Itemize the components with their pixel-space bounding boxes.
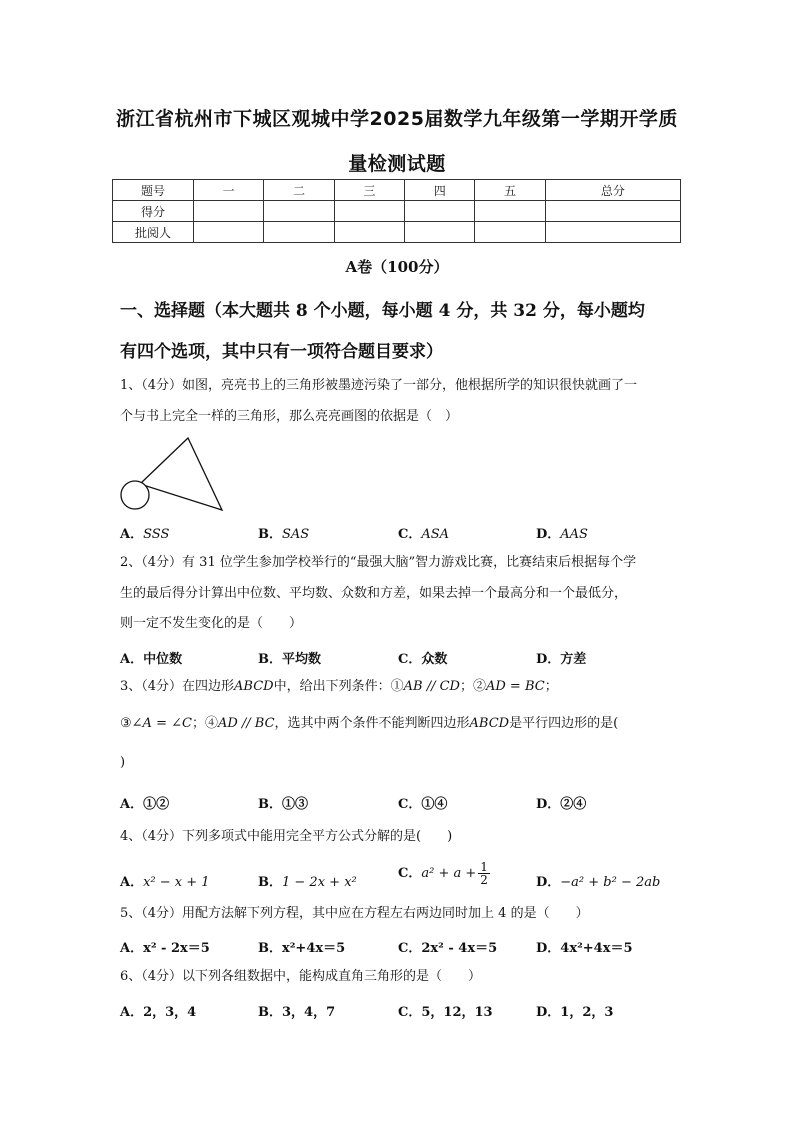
q3-math: ABCD <box>234 679 274 694</box>
option-c[interactable]: C．5，12，13 <box>398 1005 493 1020</box>
option-value: x² − x + 1 <box>143 875 210 890</box>
score-cell <box>545 222 680 243</box>
question-2-line2: 生的最后得分计算出中位数、平均数、众数和方差，如果去掉一个最高分和一个最低分， <box>120 586 628 601</box>
paper-section-a: A卷（100分） <box>345 258 449 276</box>
score-header-cell: 三 <box>334 180 404 201</box>
score-cell <box>545 201 680 222</box>
option-a[interactable]: A．x² - 2x＝5 <box>120 941 210 956</box>
score-cell <box>334 222 404 243</box>
q3-text: 中，给出下列条件：① <box>273 679 404 694</box>
question-3-options <box>120 793 680 811</box>
score-cell <box>194 222 264 243</box>
question-1-line1: 1、（4分）如图，亮亮书上的三角形被墨迹污染了一部分，他根据所学的知识很快就画了一 <box>120 378 638 393</box>
score-table-row <box>113 222 681 243</box>
option-c[interactable]: C．①④ <box>398 797 448 812</box>
option-value: 1 − 2x + x² <box>282 875 357 890</box>
option-label: B． <box>258 527 282 542</box>
q3-math: AD = BC <box>485 679 545 694</box>
question-4-line1: 4、（4分）下列多项式中能用完全平方公式分解的是( ) <box>120 829 453 844</box>
option-d[interactable]: D．1，2，3 <box>536 1005 614 1020</box>
ink-blot-circle <box>121 481 149 509</box>
score-header-cell: 总分 <box>545 180 680 201</box>
question-6-line1: 6、（4分）以下列各组数据中，能构成直角三角形的是（ ） <box>120 969 482 984</box>
score-cell <box>475 222 545 243</box>
option-a[interactable] <box>120 523 169 542</box>
question-6-options <box>120 1001 680 1019</box>
score-row-label: 批阅人 <box>113 222 194 243</box>
option-value: SAS <box>282 527 310 542</box>
section-heading-line1: 一、选择题（本大题共 8 个小题，每小题 4 分，共 32 分，每小题均 <box>120 301 645 321</box>
score-cell <box>405 222 475 243</box>
q3-text: ；② <box>459 679 486 694</box>
question-3-line2 <box>120 716 680 732</box>
option-b[interactable]: B．3，4，7 <box>258 1005 336 1020</box>
score-row-label: 得分 <box>113 201 194 222</box>
score-cell <box>334 201 404 222</box>
option-label: C． <box>398 527 422 542</box>
triangle-shape <box>140 438 222 510</box>
option-d[interactable]: D．方差 <box>536 652 587 667</box>
score-cell <box>264 201 334 222</box>
exam-title-line2: 量检测试题 <box>348 153 446 175</box>
option-value: a² + a + <box>421 866 477 881</box>
option-label: D． <box>536 875 561 890</box>
question-2-options <box>120 648 680 666</box>
question-3-line3: ) <box>120 755 126 770</box>
section-heading-line2: 有四个选项，其中只有一项符合题目要求） <box>120 342 443 362</box>
question-3-line1 <box>120 679 680 695</box>
score-table <box>112 179 681 243</box>
score-table-header-row <box>113 180 681 201</box>
option-d[interactable]: D．4x²+4x＝5 <box>536 941 633 956</box>
score-header-cell: 四 <box>405 180 475 201</box>
score-cell <box>194 201 264 222</box>
option-a[interactable]: A．中位数 <box>120 652 183 667</box>
option-c[interactable]: C．2x² - 4x＝5 <box>398 941 498 956</box>
score-header-cell: 一 <box>194 180 264 201</box>
q3-text: ；④ <box>191 716 218 731</box>
option-b[interactable]: B．平均数 <box>258 652 321 667</box>
option-label: B． <box>258 875 282 890</box>
option-b[interactable] <box>258 523 309 542</box>
option-a[interactable]: A．①② <box>120 797 170 812</box>
option-label: C． <box>398 866 422 881</box>
score-header-cell: 二 <box>264 180 334 201</box>
score-header-cell: 题号 <box>113 180 194 201</box>
q3-math: ABCD <box>469 716 510 731</box>
option-b[interactable]: B．x²+4x＝5 <box>258 941 346 956</box>
option-a[interactable] <box>120 871 210 890</box>
option-c[interactable] <box>398 861 490 886</box>
option-label: A． <box>120 875 144 890</box>
q3-math: ∠A = ∠C <box>131 716 192 731</box>
option-label: D． <box>536 527 561 542</box>
q3-text: ； <box>544 679 558 694</box>
option-b[interactable]: B．①③ <box>258 797 308 812</box>
option-value: AAS <box>560 527 588 542</box>
q3-text: 3、（4分）在四边形 <box>120 679 235 694</box>
q3-text: 是平行四边形的是( <box>509 716 619 731</box>
option-value: −a² + b² − 2ab <box>560 875 661 890</box>
score-cell <box>475 201 545 222</box>
question-4-options <box>120 860 680 890</box>
score-table-row <box>113 201 681 222</box>
option-value: ASA <box>421 527 450 542</box>
question-1-options <box>120 523 680 541</box>
option-d[interactable] <box>536 871 660 890</box>
triangle-figure <box>118 434 228 516</box>
q3-math: AB // CD <box>403 679 460 694</box>
option-c[interactable] <box>398 523 449 542</box>
option-d[interactable] <box>536 523 588 542</box>
fraction-one-half <box>478 861 490 886</box>
option-d[interactable]: D．②④ <box>536 797 587 812</box>
question-2-line3: 则一定不发生变化的是（ ） <box>120 616 303 631</box>
fraction-denominator: 2 <box>480 873 488 887</box>
exam-title-line1: 浙江省杭州市下城区观城中学2025届数学九年级第一学期开学质 <box>116 108 678 130</box>
question-5-line1: 5、（4分）用配方法解下列方程，其中应在方程左右两边同时加上 4 的是（ ） <box>120 906 589 921</box>
question-2-line1: 2、（4分）有 31 位学生参加学校举行的“最强大脑”智力游戏比赛，比赛结束后根据每个学 <box>120 555 637 570</box>
fraction-numerator: 1 <box>480 860 488 874</box>
option-a[interactable]: A．2，3，4 <box>120 1005 197 1020</box>
option-c[interactable]: C．众数 <box>398 652 448 667</box>
score-cell <box>264 222 334 243</box>
question-1-line2: 个与书上完全一样的三角形，那么亮亮画图的依据是（ ） <box>120 409 459 424</box>
q3-text: ，选其中两个条件不能判断四边形 <box>274 716 470 731</box>
score-cell <box>405 201 475 222</box>
question-5-options <box>120 937 680 955</box>
option-b[interactable] <box>258 871 357 890</box>
option-label: A． <box>120 527 144 542</box>
q3-math: AD // BC <box>217 716 275 731</box>
q3-text: ③ <box>120 716 132 731</box>
score-header-cell: 五 <box>475 180 545 201</box>
option-value: SSS <box>143 527 170 542</box>
